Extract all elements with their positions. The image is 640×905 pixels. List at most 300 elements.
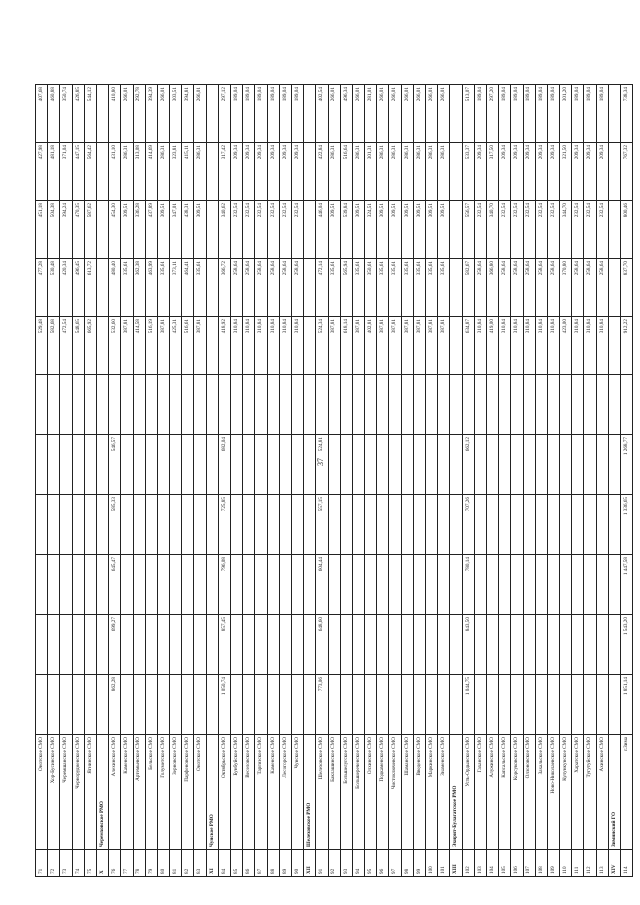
value-cell: 344,70	[560, 201, 572, 259]
table-row	[194, 85, 206, 877]
value-cell	[596, 555, 608, 615]
value-cell	[352, 555, 364, 615]
table-row	[523, 85, 535, 877]
value-cell	[109, 375, 121, 435]
value-cell: 189,04	[279, 85, 291, 143]
row-name-cell: Харатское СМО	[572, 735, 584, 850]
value-cell: 310,84	[267, 317, 279, 375]
row-number-cell: XIII	[450, 850, 462, 877]
value-cell: 504,38	[48, 201, 60, 259]
value-cell	[48, 675, 60, 735]
value-cell: 232,54	[584, 201, 596, 259]
value-cell: 266,01	[157, 85, 169, 143]
value-cell	[36, 375, 48, 435]
value-cell	[72, 675, 84, 735]
table-row	[474, 85, 486, 877]
row-number-cell: 75	[84, 850, 96, 877]
value-cell	[255, 495, 267, 555]
row-number-cell: 114	[621, 850, 633, 877]
value-cell: 209,34	[231, 143, 243, 201]
value-cell	[328, 435, 340, 495]
value-cell	[170, 495, 182, 555]
row-number-cell: 88	[267, 850, 279, 877]
value-cell: 707,26	[462, 495, 474, 555]
value-cell	[36, 495, 48, 555]
value-cell	[413, 375, 425, 435]
row-number-cell: 108	[535, 850, 547, 877]
value-cell	[84, 375, 96, 435]
value-cell	[608, 615, 620, 675]
value-cell	[584, 555, 596, 615]
value-cell	[255, 675, 267, 735]
value-cell	[304, 375, 316, 435]
table-row	[401, 85, 413, 877]
row-name-cell: Бунбуйское СМО	[231, 735, 243, 850]
value-cell	[413, 555, 425, 615]
value-cell: 209,34	[535, 143, 547, 201]
value-cell: 266,01	[352, 85, 364, 143]
value-cell: 286,31	[157, 143, 169, 201]
value-cell: 189,04	[267, 85, 279, 143]
value-cell	[438, 495, 450, 555]
value-cell: 335,61	[438, 259, 450, 317]
row-name-cell: Введенское СМО	[413, 735, 425, 850]
value-cell	[584, 675, 596, 735]
value-cell: 266,01	[328, 85, 340, 143]
value-cell	[608, 317, 620, 375]
value-cell	[352, 375, 364, 435]
value-cell: 470,35	[72, 201, 84, 259]
value-cell: 266,01	[426, 85, 438, 143]
value-cell: 582,68	[48, 317, 60, 375]
value-cell: 387,81	[352, 317, 364, 375]
row-name-cell: Голуметское СМО	[157, 735, 169, 850]
value-cell	[596, 375, 608, 435]
table-container	[35, 87, 629, 877]
value-cell: 464,41	[182, 259, 194, 317]
row-name-cell: Черемшанское СМО	[60, 735, 72, 850]
value-cell	[486, 675, 498, 735]
value-cell	[572, 375, 584, 435]
value-cell: 524,81	[316, 435, 328, 495]
value-cell	[84, 615, 96, 675]
value-cell: 738,34	[621, 85, 633, 143]
table-row	[328, 85, 340, 877]
value-cell	[84, 675, 96, 735]
row-number-cell: 82	[182, 850, 194, 877]
value-cell: 266,01	[389, 85, 401, 143]
row-name-cell: Шелеховское РМО	[304, 735, 316, 850]
value-cell	[377, 435, 389, 495]
value-cell	[340, 495, 352, 555]
value-cell: 394,24	[60, 201, 72, 259]
value-cell	[621, 375, 633, 435]
table-row	[413, 85, 425, 877]
value-cell	[133, 435, 145, 495]
row-number-cell: 93	[340, 850, 352, 877]
value-cell: 366,72	[218, 259, 230, 317]
group-row	[96, 85, 108, 877]
value-cell: 189,04	[523, 85, 535, 143]
row-name-cell: Большелугское СМО	[340, 735, 352, 850]
value-cell: 422,84	[316, 143, 328, 201]
value-cell	[547, 435, 559, 495]
value-cell: 418,92	[218, 317, 230, 375]
value-cell: 533,37	[462, 143, 474, 201]
value-cell: 232,54	[279, 201, 291, 259]
value-cell	[389, 495, 401, 555]
value-cell: 481,18	[48, 143, 60, 201]
value-cell	[413, 435, 425, 495]
value-cell: 258,64	[267, 259, 279, 317]
value-cell: 335,61	[121, 259, 133, 317]
value-cell	[304, 85, 316, 143]
value-cell: 310,84	[499, 317, 511, 375]
value-cell: 1 336,65	[621, 495, 633, 555]
value-cell	[401, 675, 413, 735]
value-cell: 309,51	[157, 201, 169, 259]
value-cell	[84, 435, 96, 495]
value-cell	[121, 375, 133, 435]
value-cell	[474, 435, 486, 495]
value-cell: 387,81	[157, 317, 169, 375]
row-number-cell: 104	[486, 850, 498, 877]
value-cell: 232,54	[535, 201, 547, 259]
value-cell: 447,15	[72, 143, 84, 201]
value-cell	[133, 375, 145, 435]
table-row	[109, 85, 121, 877]
value-cell	[194, 555, 206, 615]
value-cell: 556,57	[462, 201, 474, 259]
value-cell: 303,51	[170, 85, 182, 143]
row-name-cell: г.Зима	[621, 735, 633, 850]
row-number-cell: 90	[291, 850, 303, 877]
value-cell	[426, 615, 438, 675]
row-number-cell: 101	[438, 850, 450, 877]
value-cell	[48, 495, 60, 555]
value-cell: 209,34	[572, 143, 584, 201]
row-name-cell: Усть-Ордынское СМО	[462, 735, 474, 850]
value-cell	[377, 495, 389, 555]
value-cell: 454,30	[109, 201, 121, 259]
row-number-cell: 71	[36, 850, 48, 877]
table-row	[84, 85, 96, 877]
value-cell	[72, 615, 84, 675]
value-cell: 524,34	[316, 317, 328, 375]
value-cell	[304, 435, 316, 495]
value-cell: 313,08	[133, 143, 145, 201]
value-cell: 266,01	[121, 85, 133, 143]
value-cell: 209,34	[523, 143, 535, 201]
value-cell: 529,48	[36, 317, 48, 375]
value-cell	[206, 85, 218, 143]
value-cell: 480,40	[109, 259, 121, 317]
value-cell	[36, 435, 48, 495]
value-cell: 310,84	[584, 317, 596, 375]
value-cell	[157, 615, 169, 675]
row-name-cell: Чернорудненское СМО	[72, 735, 84, 850]
value-cell: 420,34	[60, 259, 72, 317]
value-cell	[96, 375, 108, 435]
value-cell	[523, 435, 535, 495]
value-cell	[511, 375, 523, 435]
value-cell	[84, 495, 96, 555]
row-number-cell: 106	[511, 850, 523, 877]
row-number-cell: 74	[72, 850, 84, 877]
value-cell: 209,34	[255, 143, 267, 201]
row-number-cell: 105	[499, 850, 511, 877]
value-cell: 565,94	[340, 259, 352, 317]
value-cell: 309,51	[426, 201, 438, 259]
value-cell	[523, 555, 535, 615]
row-name-cell: Хор-Бусинское СМО	[48, 735, 60, 850]
value-cell: 544,12	[84, 85, 96, 143]
value-cell: 310,84	[474, 317, 486, 375]
value-cell	[523, 375, 535, 435]
value-cell: 258,64	[243, 259, 255, 317]
value-cell	[450, 495, 462, 555]
value-cell	[182, 555, 194, 615]
value-cell	[401, 495, 413, 555]
value-cell	[170, 435, 182, 495]
value-cell: 209,34	[267, 143, 279, 201]
value-cell	[560, 615, 572, 675]
value-cell: 324,51	[365, 201, 377, 259]
value-cell	[279, 555, 291, 615]
value-cell: 232,54	[231, 201, 243, 259]
value-cell: 394,39	[145, 85, 157, 143]
value-cell	[547, 675, 559, 735]
row-name-cell: Бельское СМО	[145, 735, 157, 850]
value-cell	[170, 675, 182, 735]
value-cell: 335,61	[157, 259, 169, 317]
value-cell: 286,31	[194, 143, 206, 201]
value-cell: 297,12	[218, 85, 230, 143]
row-name-cell: Ново-Николаевское СМО	[547, 735, 559, 850]
value-cell: 857,45	[218, 615, 230, 675]
value-cell	[206, 495, 218, 555]
table-row	[121, 85, 133, 877]
value-cell: 426,85	[72, 85, 84, 143]
value-cell: 286,31	[413, 143, 425, 201]
row-name-cell: Лесогорское СМО	[279, 735, 291, 850]
value-cell	[438, 615, 450, 675]
value-cell: 387,81	[426, 317, 438, 375]
row-number-cell: XII	[304, 850, 316, 877]
value-cell	[450, 555, 462, 615]
value-cell	[231, 375, 243, 435]
value-cell: 496,34	[340, 85, 352, 143]
row-name-cell: Олхинское СМО	[365, 735, 377, 850]
row-number-cell: 102	[462, 850, 474, 877]
value-cell	[596, 495, 608, 555]
value-cell	[547, 615, 559, 675]
value-cell	[377, 375, 389, 435]
value-cell	[121, 675, 133, 735]
value-cell: 232,54	[474, 201, 486, 259]
value-cell: 310,84	[291, 317, 303, 375]
value-cell	[365, 555, 377, 615]
value-cell: 323,81	[170, 143, 182, 201]
value-cell: 189,04	[291, 85, 303, 143]
value-cell: 340,62	[218, 201, 230, 259]
value-cell: 189,04	[572, 85, 584, 143]
value-cell	[182, 675, 194, 735]
value-cell	[572, 495, 584, 555]
row-number-cell: 79	[145, 850, 157, 877]
value-cell: 189,04	[511, 85, 523, 143]
value-cell	[608, 259, 620, 317]
value-cell: 209,34	[511, 143, 523, 201]
value-cell	[194, 435, 206, 495]
value-cell: 796,08	[218, 555, 230, 615]
value-cell	[438, 375, 450, 435]
value-cell: 415,11	[182, 143, 194, 201]
value-cell	[535, 435, 547, 495]
row-number-cell: X	[96, 850, 108, 877]
value-cell: 387,81	[328, 317, 340, 375]
row-name-cell: Баклашинское СМО	[328, 735, 340, 850]
value-cell	[304, 615, 316, 675]
value-cell	[474, 495, 486, 555]
value-cell: 414,58	[133, 317, 145, 375]
value-cell: 371,04	[60, 143, 72, 201]
table-row	[291, 85, 303, 877]
value-cell: 258,64	[291, 259, 303, 317]
row-name-cell: Захальское СМО	[535, 735, 547, 850]
value-cell	[560, 435, 572, 495]
value-cell: 258,64	[535, 259, 547, 317]
value-cell	[426, 495, 438, 555]
value-cell	[218, 375, 230, 435]
value-cell	[535, 615, 547, 675]
value-cell	[511, 435, 523, 495]
row-number-cell: 73	[60, 850, 72, 877]
value-cell	[72, 375, 84, 435]
value-cell	[523, 675, 535, 735]
value-cell	[486, 555, 498, 615]
value-cell	[450, 675, 462, 735]
value-cell	[182, 375, 194, 435]
value-cell: 335,61	[377, 259, 389, 317]
value-cell	[206, 259, 218, 317]
value-cell: 773,06	[316, 675, 328, 735]
value-cell	[401, 555, 413, 615]
value-cell: 532,60	[109, 317, 121, 375]
value-cell: 780,14	[462, 555, 474, 615]
value-cell: 613,72	[84, 259, 96, 317]
value-cell: 427,98	[36, 143, 48, 201]
value-cell	[206, 435, 218, 495]
value-cell	[572, 675, 584, 735]
value-cell	[304, 201, 316, 259]
value-cell: 209,34	[291, 143, 303, 201]
row-name-cell: Черемховское РМО	[96, 735, 108, 850]
value-cell: 209,34	[547, 143, 559, 201]
value-cell	[72, 435, 84, 495]
value-cell	[243, 675, 255, 735]
value-cell: 321,50	[560, 143, 572, 201]
table-row	[596, 85, 608, 877]
value-cell: 209,34	[499, 143, 511, 201]
table-row	[486, 85, 498, 877]
value-cell: 258,64	[279, 259, 291, 317]
value-cell	[474, 675, 486, 735]
value-cell	[486, 495, 498, 555]
value-cell: 310,84	[279, 317, 291, 375]
value-cell: 258,64	[474, 259, 486, 317]
value-cell	[608, 143, 620, 201]
value-cell: 286,31	[389, 143, 401, 201]
value-cell	[255, 375, 267, 435]
value-cell: 604,44	[316, 555, 328, 615]
value-cell	[413, 675, 425, 735]
row-name-cell: Корсуковское СМО	[511, 735, 523, 850]
table-row	[572, 85, 584, 877]
table-row	[389, 85, 401, 877]
value-cell	[608, 201, 620, 259]
value-cell: 232,54	[499, 201, 511, 259]
value-cell	[267, 495, 279, 555]
value-cell	[352, 495, 364, 555]
row-number-cell: 107	[523, 850, 535, 877]
value-cell: 350,61	[365, 259, 377, 317]
value-cell	[499, 495, 511, 555]
value-cell: 837,70	[621, 259, 633, 317]
value-cell	[328, 375, 340, 435]
value-cell: 310,84	[231, 317, 243, 375]
value-cell	[377, 555, 389, 615]
value-cell	[572, 435, 584, 495]
value-cell	[523, 495, 535, 555]
value-cell: 336,28	[133, 201, 145, 259]
value-cell	[231, 615, 243, 675]
value-cell	[48, 555, 60, 615]
value-cell	[182, 435, 194, 495]
value-cell: 310,84	[243, 317, 255, 375]
value-cell: 286,31	[438, 143, 450, 201]
value-cell	[157, 375, 169, 435]
value-cell	[535, 555, 547, 615]
value-cell: 564,42	[84, 143, 96, 201]
value-cell	[560, 495, 572, 555]
row-number-cell: 110	[560, 850, 572, 877]
row-name-cell: Шаманское СМО	[401, 735, 413, 850]
table-row	[182, 85, 194, 877]
value-cell: 286,31	[426, 143, 438, 201]
value-cell: 189,04	[584, 85, 596, 143]
value-cell	[486, 375, 498, 435]
value-cell: 1 851,14	[621, 675, 633, 735]
value-cell	[499, 615, 511, 675]
value-cell: 645,47	[109, 555, 121, 615]
table-row	[157, 85, 169, 877]
value-cell: 767,32	[621, 143, 633, 201]
value-cell	[365, 615, 377, 675]
value-cell	[352, 435, 364, 495]
table-row	[511, 85, 523, 877]
value-cell	[304, 259, 316, 317]
row-name-cell: Таргизское СМО	[255, 735, 267, 850]
value-cell: 366,80	[486, 259, 498, 317]
group-row	[608, 85, 620, 877]
value-cell	[304, 317, 316, 375]
value-cell	[608, 675, 620, 735]
value-cell: 335,61	[426, 259, 438, 317]
value-cell	[206, 317, 218, 375]
table-row	[72, 85, 84, 877]
value-cell	[243, 615, 255, 675]
